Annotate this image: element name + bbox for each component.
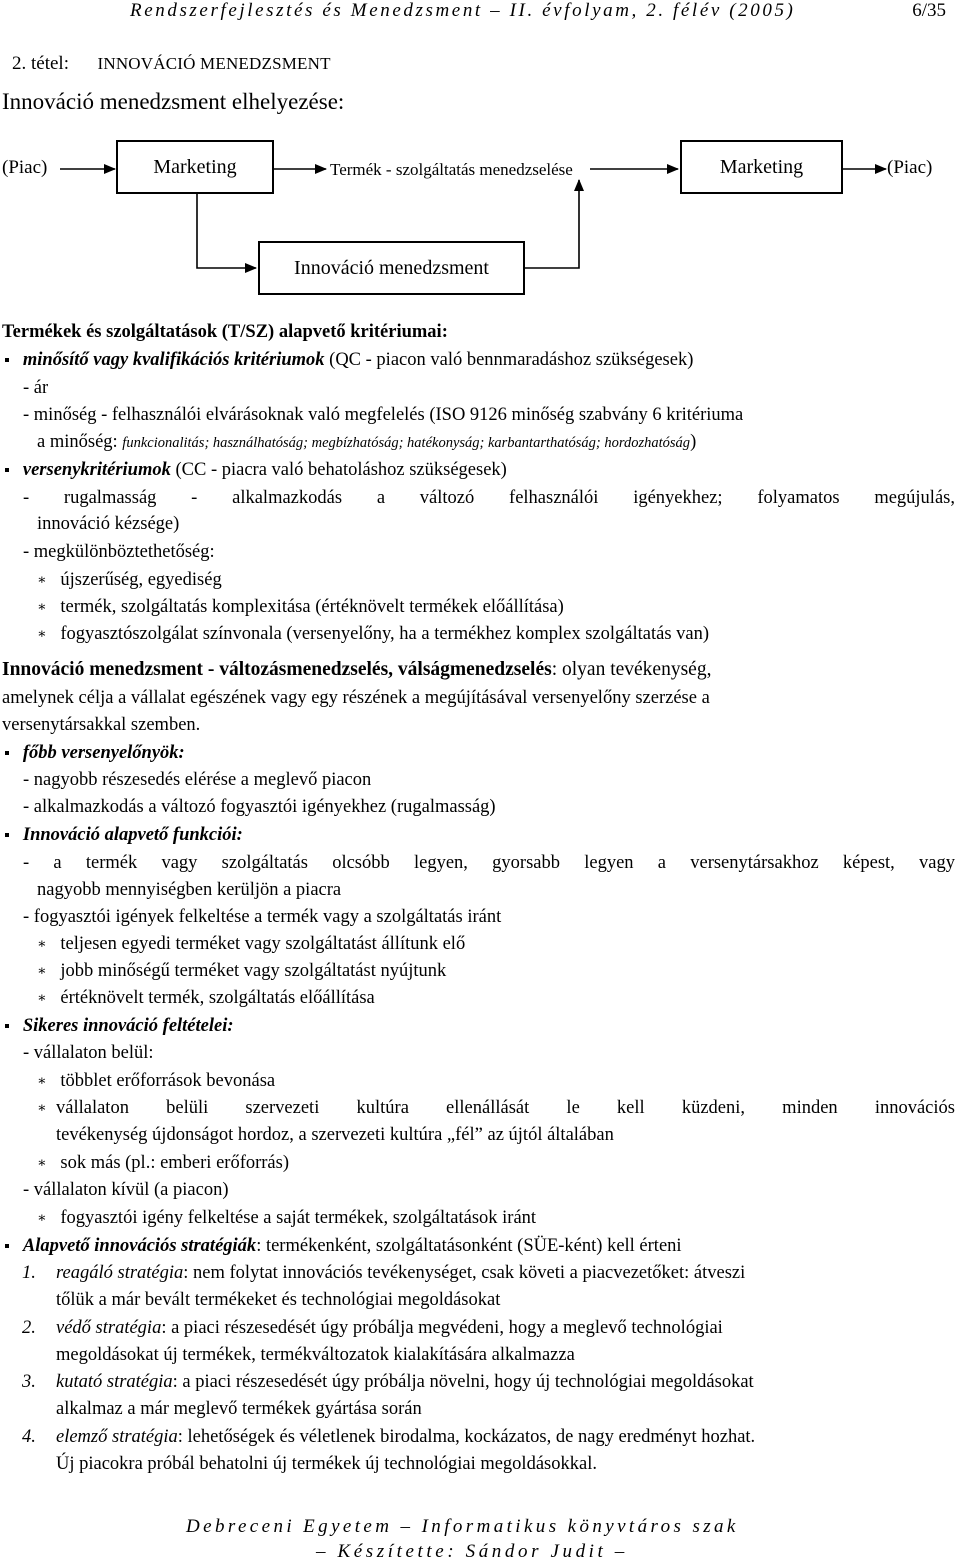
functions-bullet xyxy=(5,823,243,847)
strategy-3-name: kutató stratégia xyxy=(56,1372,173,1392)
function-1: - a termék vagy szolgáltatás olcsóbb legyen, gyorsabb legyen a versenytársakhoz képest, vagy xyxy=(23,853,955,873)
strategy-1-text: : nem folytat innovációs tevékenységet, csak követi a piacvezetőket: átveszi xyxy=(183,1263,746,1283)
page-number: 6/35 xyxy=(912,0,946,21)
success-sub-4-text: fogyasztói igény felkeltése a saját termékek, szolgáltatások iránt xyxy=(60,1208,537,1228)
innovation-definition-l3: versenytársakkal szemben. xyxy=(2,715,201,735)
success-sub-3-text: sok más (pl.: emberi erőforrás) xyxy=(60,1153,289,1173)
success-external: - vállalaton kívül (a piacon) xyxy=(23,1180,229,1200)
strategy-1 xyxy=(56,1261,745,1285)
asterisk-icon: ∗ xyxy=(37,627,47,642)
bullet-square-icon xyxy=(5,1024,9,1028)
qc-iso-list: funkcionalitás; használhatóság; megbízhatóság; hatékonyság; karbantarthatóság; hordozhatóság xyxy=(122,435,691,451)
advantage-2: - alkalmazkodás a változó fogyasztói igényekhez (rugalmasság) xyxy=(23,797,496,817)
function-sub-1-text: teljesen egyedi terméket vagy szolgáltatást állítunk elő xyxy=(60,934,466,954)
bullet-square-icon xyxy=(5,833,9,837)
qc-iso-criteria xyxy=(37,430,696,455)
criteria-bullet-qc xyxy=(5,348,693,372)
success-label: Sikeres innováció feltételei: xyxy=(22,1016,234,1036)
function-sub-1 xyxy=(37,932,465,958)
strategy-4-num: 4. xyxy=(22,1427,36,1447)
strategies-label: Alapvető innovációs stratégiák xyxy=(22,1236,257,1256)
success-sub-2-text: vállalaton belüli szervezeti kultúra ellenállását le kell küzdeni, minden innovációs xyxy=(56,1098,955,1118)
strategy-4-text: : lehetőségek és véletlenek birodalma, kockázatos, de nagy eredményt hozhat. xyxy=(177,1427,756,1447)
qc-price: - ár xyxy=(23,378,49,398)
function-sub-3 xyxy=(37,986,375,1012)
bullet-square-icon xyxy=(5,468,9,472)
strategies-bullet xyxy=(5,1234,682,1258)
strategy-4-cont: Új piacokra próbál behatolni új termékek új technológiai megoldásokkal. xyxy=(56,1454,597,1474)
strategy-3-num: 3. xyxy=(22,1372,36,1392)
cc-sub-1 xyxy=(37,568,222,594)
advantage-1: - nagyobb részesedés elérése a meglevő piacon xyxy=(23,770,372,790)
functions-label: Innováció alapvető funkciói: xyxy=(22,825,243,845)
strategy-3-text: : a piaci részesedését úgy próbálja növelni, hogy új technológiai megoldásokat xyxy=(172,1372,754,1392)
advantages-label: főbb versenyelőnyök: xyxy=(22,743,185,763)
strategies-rest: : termékenként, szolgáltatásonként (SÜE-ként) kell érteni xyxy=(256,1236,682,1256)
running-header: Rendszerfejlesztés és Menedzsment – II. évfolyam, 2. félév (2005) xyxy=(130,0,796,21)
success-sub-4 xyxy=(37,1206,536,1232)
cc-sub-3 xyxy=(37,622,709,648)
section-number: 2. tétel: xyxy=(12,53,69,74)
strategy-2-name: védő stratégia xyxy=(56,1318,162,1338)
innovation-definition-rest: : olyan tevékenység, xyxy=(551,659,712,680)
cc-sub-3-text: fogyasztószolgálat színvonala (versenyelőny, ha a termékhez komplex szolgáltatás van) xyxy=(60,624,710,644)
function-1-cont: nagyobb mennyiségben kerüljön a piacra xyxy=(37,880,342,900)
cc-sub-2 xyxy=(37,595,564,621)
piac-left-label: (Piac) xyxy=(2,157,48,178)
arrow-marketing-innov xyxy=(197,193,256,268)
cc-text: (CC - piacra való behatoláshoz szükségesek) xyxy=(170,460,507,480)
strategy-4-name: elemző stratégia xyxy=(56,1427,178,1447)
success-sub-1-text: többlet erőforrások bevonása xyxy=(60,1071,276,1091)
advantages-bullet xyxy=(5,741,185,765)
success-sub-2 xyxy=(37,1096,955,1122)
function-sub-2-text: jobb minőségű terméket vagy szolgáltatást nyújtunk xyxy=(60,961,447,981)
strategy-2-num: 2. xyxy=(22,1318,36,1338)
strategy-2 xyxy=(56,1316,723,1340)
marketing-left-box xyxy=(116,140,274,194)
success-sub-3 xyxy=(37,1151,289,1177)
asterisk-icon: ∗ xyxy=(37,964,47,979)
function-2: - fogyasztói igények felkeltése a termék vagy a szolgáltatás iránt xyxy=(23,907,502,927)
function-sub-3-text: értéknövelt termék, szolgáltatás előállítása xyxy=(60,988,375,1008)
asterisk-icon: ∗ xyxy=(37,1101,47,1116)
criteria-bullet-cc xyxy=(5,458,507,482)
qc-label: minősítő vagy kvalifikációs kritériumok xyxy=(22,350,325,370)
cc-sub-2-text: termék, szolgáltatás komplexitása (értéknövelt termékek előállítása) xyxy=(60,597,564,617)
strategy-1-name: reagáló stratégia xyxy=(56,1263,184,1283)
cc-differentiation: - megkülönböztethetőség: xyxy=(23,542,215,562)
strategy-1-cont: tőlük a már bevált termékeket és technológiai megoldásokat xyxy=(56,1290,501,1310)
marketing-right-label: Marketing xyxy=(719,155,804,178)
innovation-definition-l2: amelynek célja a vállalat egészének vagy egy részének a megújításával versenyelőny szerzése a xyxy=(2,688,710,708)
asterisk-icon: ∗ xyxy=(37,1211,47,1226)
strategy-1-num: 1. xyxy=(22,1263,36,1283)
bullet-square-icon xyxy=(5,358,9,362)
asterisk-icon: ∗ xyxy=(37,937,47,952)
cc-label: versenykritériumok xyxy=(22,460,171,480)
innovation-definition-bold: Innováció menedzsment - változásmenedzselés, válságmenedzselés xyxy=(2,659,552,680)
bullet-square-icon xyxy=(5,751,9,755)
footer-university: Debreceni Egyetem – Informatikus könyvtáros szak xyxy=(186,1516,739,1537)
qc-iso-prefix: a minőség: xyxy=(37,432,123,452)
success-sub-2-cont: tevékenység újdonságot hordoz, a szervezeti kultúra „fél” az újtól általában xyxy=(56,1125,614,1145)
innovation-definition-title xyxy=(2,658,711,682)
qc-text: (QC - piacon való bennmaradáshoz szükségesek) xyxy=(324,350,694,370)
asterisk-icon: ∗ xyxy=(37,600,47,615)
function-sub-2 xyxy=(37,959,446,985)
asterisk-icon: ∗ xyxy=(37,1074,47,1089)
cc-sub-1-text: újszerűség, egyediség xyxy=(60,570,222,590)
product-management-label: Termék - szolgáltatás menedzselése xyxy=(330,160,573,179)
criteria-heading: Termékek és szolgáltatások (T/SZ) alapvető kritériumai: xyxy=(2,322,448,342)
arrow-innov-center xyxy=(525,180,579,268)
bullet-square-icon xyxy=(5,1244,9,1248)
piac-right-label: (Piac) xyxy=(887,157,933,178)
cc-flexibility: - rugalmasság - alkalmazkodás a változó felhasználói igényekhez; folyamatos megújulás, xyxy=(23,488,955,508)
marketing-left-label: Marketing xyxy=(153,155,237,178)
innovation-management-box xyxy=(258,241,525,295)
strategy-4 xyxy=(56,1425,755,1449)
marketing-right-box xyxy=(680,140,843,194)
asterisk-icon: ∗ xyxy=(37,573,47,588)
qc-quality: - minőség - felhasználói elvárásoknak való megfelelés (ISO 9126 minőség szabvány 6 kritériuma xyxy=(23,405,744,425)
footer-author: – Készítette: Sándor Judit – xyxy=(316,1541,628,1562)
asterisk-icon: ∗ xyxy=(37,1156,47,1171)
innovation-management-label: Innováció menedzsment xyxy=(294,256,489,279)
strategy-3 xyxy=(56,1370,754,1394)
strategy-3-cont: alkalmaz a már meglevő termékek gyártása során xyxy=(56,1399,422,1419)
success-sub-1 xyxy=(37,1069,275,1095)
qc-iso-close: ) xyxy=(690,432,697,452)
strategy-2-cont: megoldásokat új termékek, termékváltozatok kialakítására alkalmazza xyxy=(56,1345,575,1365)
section-title: INNOVÁCIÓ MENEDZSMENT xyxy=(97,54,331,73)
strategy-2-text: : a piaci részesedését úgy próbálja megvédeni, hogy a meglevő technológiai xyxy=(161,1318,723,1338)
success-internal: - vállalaton belül: xyxy=(23,1043,154,1063)
section-subtitle: Innováció menedzsment elhelyezése: xyxy=(2,89,345,114)
cc-innovation: innováció kézsége) xyxy=(37,514,180,534)
asterisk-icon: ∗ xyxy=(37,991,47,1006)
success-bullet xyxy=(5,1014,234,1038)
